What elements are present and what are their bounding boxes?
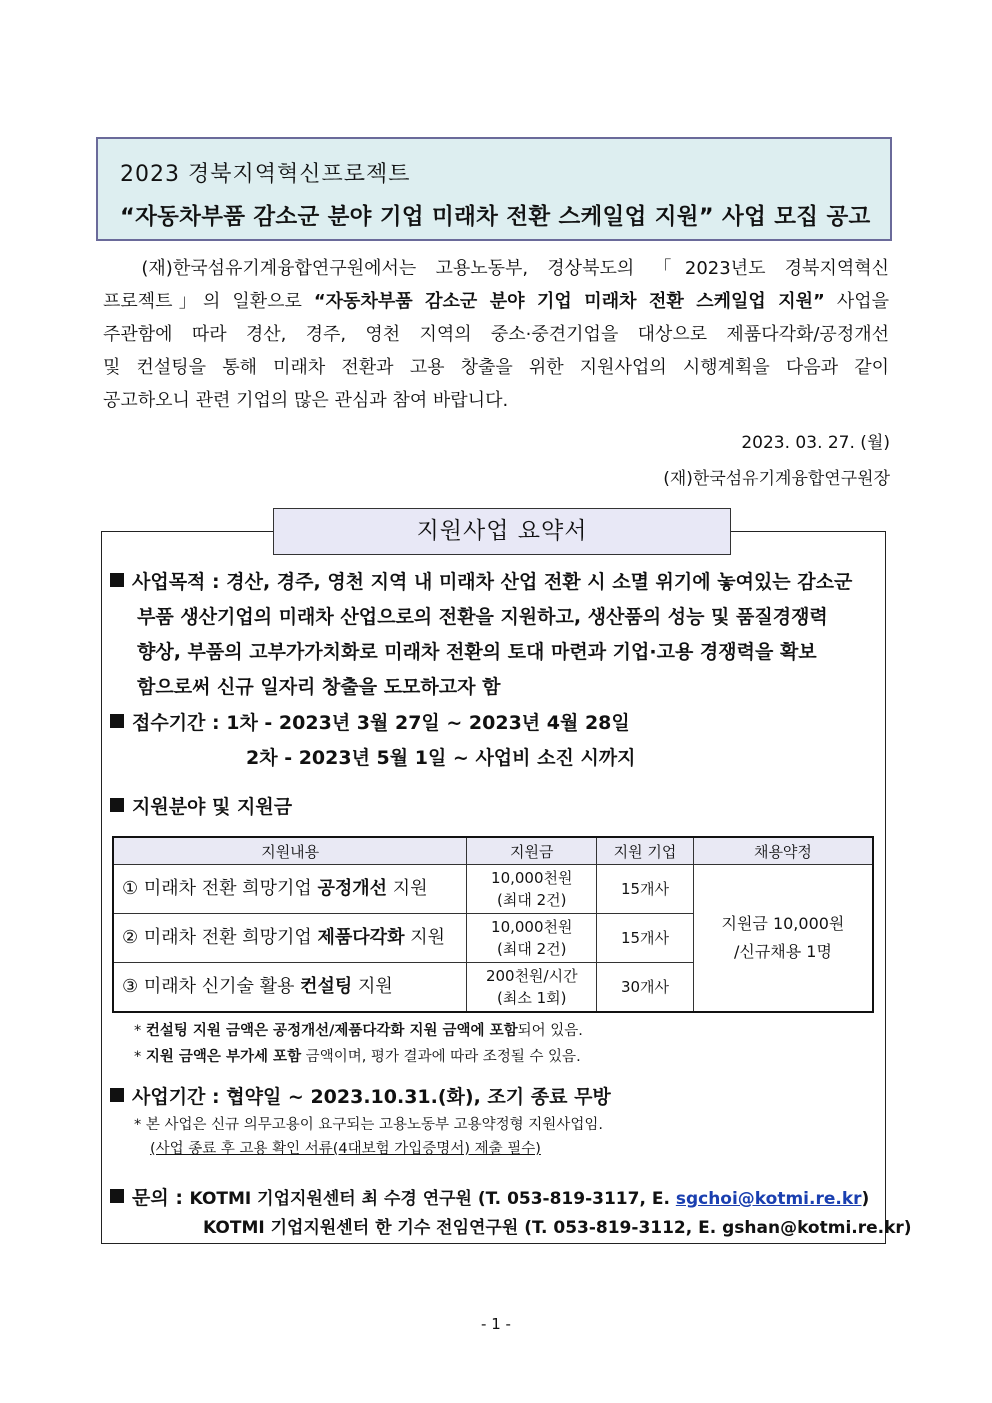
page-number: - 1 -: [481, 1315, 511, 1333]
bullet-square-icon: [110, 1189, 124, 1203]
note-vat: * 지원 금액은 부가세 포함 금액이며, 평가 결과에 따라 조정될 수 있음.: [134, 1049, 581, 1065]
table-row: [113, 865, 873, 914]
business-period: 사업기간 : 협약일 ~ 2023.10.31.(화), 조기 종료 무방: [110, 1082, 611, 1109]
email-link[interactable]: sgchoi@kotmi.re.kr: [675, 1189, 862, 1209]
table-header: 채용약정: [693, 837, 873, 865]
support-count: 15개사: [597, 865, 694, 914]
notice-organization: (재)한국섬유기계융합연구원장: [663, 469, 890, 489]
intro-line: 및 컨설팅을 통해 미래차 전환과 고용 창출을 위한 지원사업의 시행계획을 다음과 같이: [103, 357, 889, 378]
bullet-square-icon: [110, 798, 124, 812]
contact-line-1: 문의 : KOTMI 기업지원센터 최 수경 연구원 (T. 053-819-3117, E. sgchoi@kotmi.re.kr): [110, 1183, 869, 1210]
support-amount: 200천원/시간 (최소 1회): [467, 963, 597, 1013]
intro-paragraph: [103, 252, 889, 417]
support-count: 15개사: [597, 914, 694, 963]
note-employment: * 본 사업은 신규 의무고용이 요구되는 고용노동부 고용약정형 지원사업임.: [134, 1117, 603, 1133]
application-period: 접수기간 : 1차 - 2023년 3월 27일 ~ 2023년 4월 28일: [110, 708, 630, 735]
table-header: 지원금: [467, 837, 597, 865]
table-header: 지원내용: [113, 837, 467, 865]
summary-title: 지원사업 요약서: [273, 508, 731, 555]
notice-title-box: [96, 137, 892, 241]
intro-line: (재)한국섬유기계융합연구원에서는 고용노동부, 경상북도의 「2023년도 경북지역혁신: [141, 258, 889, 279]
table-header-row: [113, 837, 873, 865]
support-item: ② 미래차 전환 희망기업 제품다각화 지원: [113, 914, 467, 963]
bullet-square-icon: [110, 573, 124, 587]
note-consulting: * 컨설팅 지원 금액은 공정개선/제품다각화 지원 금액에 포함되어 있음.: [134, 1023, 583, 1039]
support-item: ③ 미래차 신기술 활용 컨설팅 지원: [113, 963, 467, 1013]
support-count: 30개사: [597, 963, 694, 1013]
application-period-second: 2차 - 2023년 5월 1일 ~ 사업비 소진 시까지: [246, 747, 636, 769]
support-amount: 10,000천원 (최대 2건): [467, 865, 597, 914]
support-field-heading: 지원분야 및 지원금: [110, 792, 292, 819]
intro-line: 공고하오니 관련 기업의 많은 관심과 참여 바랍니다.: [103, 390, 509, 411]
support-item: ① 미래차 전환 희망기업 공정개선 지원: [113, 865, 467, 914]
table-header: 지원 기업: [597, 837, 694, 865]
title-main: “자동차부품 감소군 분야 기업 미래차 전환 스케일업 지원” 사업 모집 공고: [120, 204, 871, 230]
intro-line: 주관함에 따라 경산, 경주, 영천 지역의 중소·중견기업을 대상으로 제품다각화/공정개선: [103, 324, 889, 345]
note-required-documents: (사업 종료 후 고용 확인 서류(4대보험 가입증명서) 제출 필수): [150, 1141, 541, 1157]
bullet-square-icon: [110, 1088, 124, 1102]
support-amount: 10,000천원 (최대 2건): [467, 914, 597, 963]
hiring-agreement: 지원금 10,000원 /신규채용 1명: [693, 865, 873, 1013]
contact-line-2: KOTMI 기업지원센터 한 기수 전임연구원 (T. 053-819-3112, E. gshan@kotmi.re.kr): [203, 1218, 912, 1238]
intro-line: 프로젝트」의 일환으로 “자동차부품 감소군 분야 기업 미래차 전환 스케일업 지원” 사업을: [103, 291, 890, 312]
title-project: 2023 경북지역혁신프로젝트: [120, 162, 411, 187]
support-table: [112, 836, 874, 1013]
notice-date: 2023. 03. 27. (월): [741, 433, 890, 453]
business-purpose: 사업목적 : 경산, 경주, 영천 지역 내 미래차 산업 전환 시 소멸 위기에 놓여있는 감소군 부품 생산기업의 미래차 산업으로의 전환을 지원하고, 생산품의 성능 및 품질경쟁력 향상, 부품의 고부가가치화로 미래차 전환의 토대 마련과 기업·고용 경쟁력을 확보 함으로써 신규 일자리 창출을 도모하고자 함: [110, 565, 876, 705]
bullet-square-icon: [110, 714, 124, 728]
